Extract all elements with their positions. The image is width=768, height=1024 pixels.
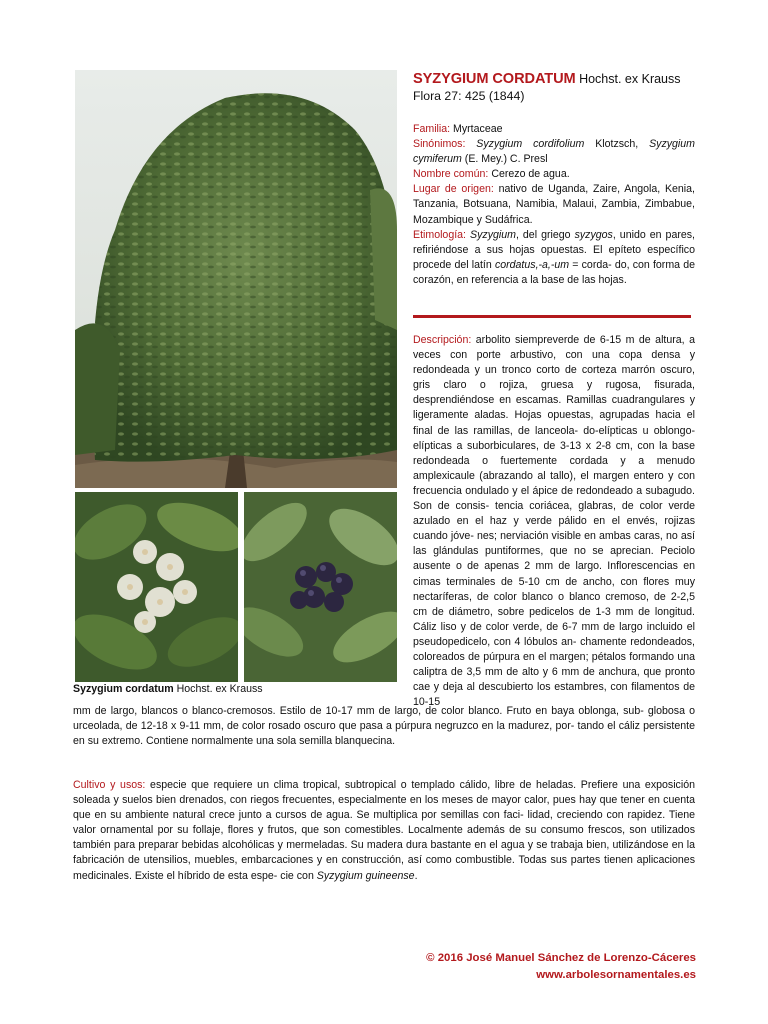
lugar-value: nativo de Uganda, Zaire, Angola, Kenia, Tanzania, Botsuana, Namibia, Malaui, Zambia, Zimbabue, Mozambique y Sudáfrica. — [413, 183, 695, 226]
author: Hochst. ex Krauss — [575, 72, 681, 86]
familia-value: Myrtaceae — [450, 123, 503, 135]
photo-caption — [73, 683, 263, 695]
lugar-line — [413, 182, 695, 227]
caption-author: Hochst. ex Krauss — [173, 683, 263, 695]
scientific-name: SYZYGIUM CORDATUM — [413, 71, 576, 87]
familia-line — [413, 122, 695, 137]
section-divider — [413, 315, 691, 318]
footer — [426, 950, 696, 983]
nombre-label: Nombre común: — [413, 168, 489, 181]
fruit-photo — [244, 492, 397, 682]
etim-text-3: = corda- do, con forma de corazón, en referencia a la base de las hojas. — [413, 258, 695, 286]
etimologia-label: Etimología: — [413, 228, 466, 241]
caption-name: Syzygium cordatum — [73, 683, 174, 695]
title-line — [413, 70, 703, 88]
cultivo-label: Cultivo y usos: — [73, 779, 146, 791]
sinonimos-line — [413, 137, 695, 167]
cultivo-hybrid: Syzygium guineense — [316, 869, 415, 882]
description-column — [413, 333, 695, 710]
cultivo-paragraph — [73, 778, 695, 884]
description-text: arbolito siempreverde de 6-15 m de altura, a veces con porte arbustivo, con una copa densa y redondeada y un tronco corto de corteza marrón oscuro, gris claro o rojiza, gruesa y rugosa, fisurada, desprendiéndose en escamas. Ramillas cuadrangulares y ligeramente aladas. Hojas opuestas, agrupadas hacia el final de las ramillas, de lanceola- do-elípticas u oblongo-elípticas a suborbiculares, de 3-13 x 2-8 cm, con la base redondeada o fuertemente cordada y a menudo amplexicaule (abrazando al tallo), el margen entero y con frecuencia ondulado y el ápice de redondeado a subagudo. Son de consis- tencia coriácea, glabras, de color verde azulado en el haz y verde pálido en el envés, rojizas cuando jóve- nes; nerviación visible en ambas caras, no así las glándulas puntiformes, que no se aprecian. Peciolo ausente o de apenas 2 mm de largo. Inflorescencias en cimas terminales de 5-10 cm de ancho, con flores muy nectaríferas, de color blanco o blanco cremoso, de 2-2,5 cm de diámetro, sobre pedicelos de 1-3 mm de longitud. Cáliz liso y de color verde, de 6-7 mm de largo incluido el pseudopedicelo, con 4 lóbulos an- chamente redondeados, coloreados de púrpura en el margen; pétalos formando una caliptra de 3,5 mm de alto y 6 mm de anchura, que pronto cae y deja al descubierto los estambres, con filamentos de 10-15 — [413, 334, 695, 709]
description-continued — [73, 704, 695, 749]
description-paragraph — [413, 333, 695, 710]
website-link[interactable]: www.arbolesornamentales.es — [536, 968, 696, 981]
etim-text-1: , del griego — [515, 228, 575, 241]
synonym-1: Syzygium cordifolium — [465, 138, 585, 151]
reference: Flora 27: 425 (1844) — [413, 89, 525, 103]
tree-photo — [75, 70, 397, 488]
flower-photo — [75, 492, 238, 682]
synonym-2-author: (E. Mey.) C. Presl — [461, 153, 548, 166]
etimologia-line — [413, 228, 695, 288]
cultivo-end: . — [414, 869, 418, 882]
synonym-2: Syzygium cymiferum — [413, 138, 695, 166]
synonym-1-author: Klotzsch, — [584, 138, 650, 151]
nombre-line — [413, 167, 695, 182]
etim-text-2: , unido en pares, refiriéndose a sus hojas opuestas. El epíteto específico procede del latín — [413, 228, 696, 271]
nombre-value: Cerezo de agua. — [488, 168, 570, 181]
etim-latin: cordatus,-a,-um — [494, 258, 570, 271]
title-block — [413, 70, 703, 105]
etim-genus: Syzygium — [470, 228, 516, 241]
cultivo-text: especie que requiere un clima tropical, subtropical o templado cálido, libre de heladas. Prefiere una exposición soleada y suelos bien drenados, con riegos frecuentes, especialmente en los meses de mayor calor, pues hay que tener en cuenta que en su ambiente natural crece junto a cursos de agua. Se multiplica por semillas con faci- lidad, creciendo con rapidez. Tiene valor ornamental por su follaje, flores y frutos, que son comestibles. Localmente además de su consumo frescos, son utilizados también para preparar bebidas alcohólicas y mermeladas. Su madera dura bastante en el agua y se trabaja bien, utilizándose en la fabricación de utensilios, muebles, embarcaciones y en construcción, así como combustible. Todas sus partes tienen aplicaciones medicinales. Existe el híbrido de esta espe- cie con — [73, 779, 695, 882]
familia-label: Familia: — [413, 123, 451, 135]
copyright: © 2016 José Manuel Sánchez de Lorenzo-Cáceres — [426, 952, 696, 964]
description-continued-text: mm de largo, blancos o blanco-cremosos. Estilo de 10-17 mm de largo, de color blanco. Fruto en baya oblonga, sub- globosa o urceolada, de 12-18 x 9-11 mm, de color rosado oscuro que pasa a púrpura negruzco en la madurez, por- tando el cáliz persistente en su extremo. Contiene normalmente una sola semilla blanquecina. — [73, 705, 695, 748]
description-label: Descripción: — [413, 334, 472, 346]
etim-greek: syzygos — [574, 228, 613, 241]
sinonimos-label: Sinónimos: — [413, 138, 466, 151]
meta-block — [413, 122, 695, 288]
lugar-label: Lugar de origen: — [413, 183, 494, 196]
cultivo-section — [73, 778, 695, 884]
